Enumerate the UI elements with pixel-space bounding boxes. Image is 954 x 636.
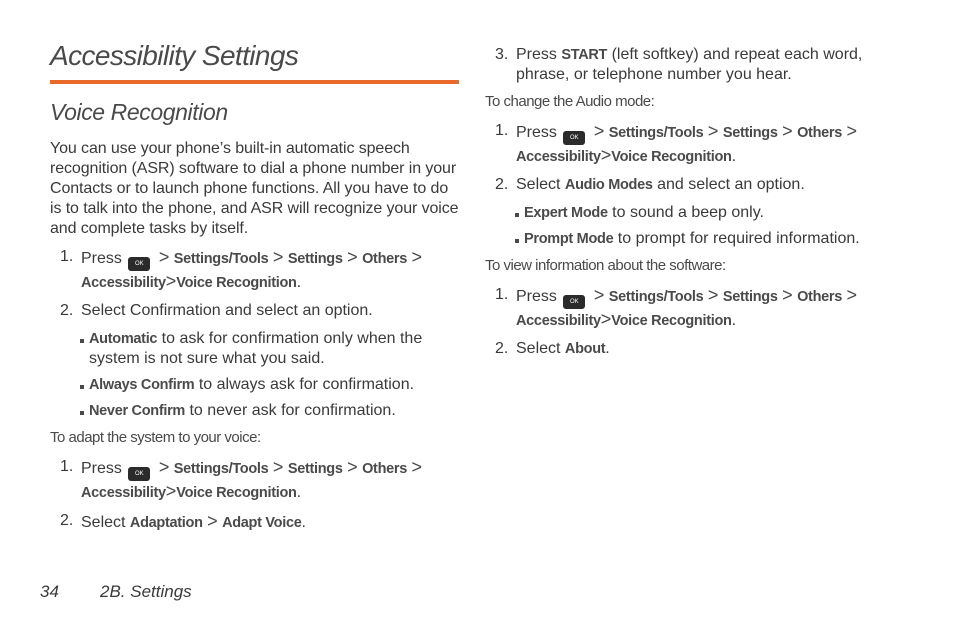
- period: .: [731, 312, 737, 329]
- menu-accessibility: Accessibility: [81, 275, 166, 291]
- separator: >: [272, 457, 284, 477]
- menu-settings: Settings: [287, 461, 343, 477]
- right-column: [485, 45, 905, 367]
- separator: >: [411, 247, 422, 267]
- section-subtitle: Voice Recognition: [50, 99, 228, 125]
- audio-lead: To change the Audio mode:: [485, 93, 655, 110]
- step-number: 1.: [495, 286, 509, 303]
- period: .: [605, 340, 610, 357]
- separator: >: [347, 247, 358, 267]
- bullet-square-icon: [80, 339, 84, 343]
- info-step-2: [485, 339, 905, 359]
- step-number: 2.: [495, 176, 509, 193]
- menu-settings: Settings: [722, 125, 778, 141]
- bullet-prompt-mode: [485, 229, 905, 249]
- option-label: Expert Mode: [524, 205, 608, 221]
- press-label: Press: [516, 124, 557, 141]
- menu-accessibility: Accessibility: [81, 485, 166, 501]
- separator: >: [272, 247, 284, 267]
- press-label: Press: [81, 460, 122, 477]
- menu-voice-recognition: Voice Recognition: [176, 485, 297, 501]
- separator: >: [165, 271, 177, 291]
- period: .: [301, 514, 306, 531]
- menu-voice-recognition: Voice Recognition: [611, 149, 732, 165]
- menu-about: About: [564, 341, 606, 357]
- separator: >: [600, 145, 612, 165]
- separator: >: [782, 285, 793, 305]
- step-text: (left softkey) and repeat each word, phrase, or telephone number you hear.: [516, 46, 863, 83]
- menu-settings-tools: Settings/Tools: [173, 461, 269, 477]
- section-name: 2B. Settings: [100, 582, 192, 601]
- bullet-square-icon: [80, 411, 84, 415]
- select-label: Select: [516, 176, 561, 193]
- adapt-step-1: [50, 457, 460, 503]
- separator: >: [347, 457, 358, 477]
- step-number: 1.: [60, 458, 74, 475]
- period: .: [731, 148, 737, 165]
- separator: >: [411, 457, 422, 477]
- option-text: to always ask for confirmation.: [194, 376, 415, 393]
- option-text: to sound a beep only.: [607, 204, 764, 221]
- menu-voice-recognition: Voice Recognition: [176, 275, 297, 291]
- step-number: 2.: [60, 512, 74, 529]
- menu-others: Others: [362, 461, 407, 477]
- option-label: Always Confirm: [89, 377, 195, 393]
- menu-others: Others: [362, 251, 407, 267]
- menu-settings-tools: Settings/Tools: [173, 251, 269, 267]
- menu-voice-recognition: Voice Recognition: [611, 313, 732, 329]
- info-lead: To view information about the software:: [485, 257, 726, 274]
- option-text: to ask for confirmation only when the system is not sure what you said.: [89, 330, 423, 367]
- select-label: Select: [516, 340, 561, 357]
- menu-adapt-voice: Adapt Voice: [222, 515, 302, 531]
- intro-paragraph: You can use your phone’s built-in automatic speech recognition (ASR) software to dial a phone number in your Contacts or to launch phone functions. All you have to do is to talk into the phone, and ASR will recognize your voice and complete tasks by itself.: [50, 140, 459, 237]
- adapt-lead: To adapt the system to your voice:: [50, 429, 261, 446]
- menu-others: Others: [797, 289, 842, 305]
- option-label: Automatic: [89, 331, 158, 347]
- page-title: Accessibility Settings: [50, 40, 299, 71]
- step-number: 1.: [60, 248, 74, 265]
- separator: >: [782, 121, 793, 141]
- option-text: to prompt for required information.: [613, 230, 860, 247]
- confirm-step-1: [50, 247, 460, 293]
- audio-step-2: [485, 175, 905, 195]
- step-number: 2.: [60, 302, 74, 319]
- option-label: Never Confirm: [89, 403, 186, 419]
- menu-settings: Settings: [722, 289, 778, 305]
- separator: >: [165, 481, 177, 501]
- page-number: 34: [40, 582, 59, 601]
- audio-step-1: [485, 121, 905, 167]
- separator: >: [707, 285, 719, 305]
- separator: >: [600, 309, 612, 329]
- separator: >: [207, 511, 218, 531]
- menu-accessibility: Accessibility: [516, 149, 601, 165]
- bullet-automatic: [50, 329, 460, 369]
- separator: >: [158, 457, 170, 477]
- ok-key-icon: OK: [563, 295, 585, 309]
- bullet-always-confirm: [50, 375, 460, 395]
- bullet-square-icon: [515, 213, 519, 217]
- bullet-square-icon: [80, 385, 84, 389]
- separator: >: [158, 247, 170, 267]
- info-step-1: [485, 285, 905, 331]
- separator: >: [846, 121, 857, 141]
- step-number: 1.: [495, 122, 509, 139]
- menu-audio-modes: Audio Modes: [564, 177, 653, 193]
- press-label: Press: [516, 46, 557, 63]
- menu-settings: Settings: [287, 251, 343, 267]
- period: .: [296, 274, 302, 291]
- separator: >: [707, 121, 719, 141]
- left-column: [50, 139, 460, 541]
- ok-key-icon: OK: [128, 467, 150, 481]
- menu-accessibility: Accessibility: [516, 313, 601, 329]
- step-number: 2.: [495, 340, 509, 357]
- separator: >: [593, 121, 605, 141]
- confirm-step-3: [485, 45, 905, 85]
- period: .: [296, 484, 302, 501]
- menu-settings-tools: Settings/Tools: [608, 125, 704, 141]
- title-underline: [50, 80, 459, 84]
- ok-key-icon: OK: [128, 257, 150, 271]
- confirm-step-2: [50, 301, 460, 321]
- step-text: Select Confirmation and select an option.: [81, 302, 373, 319]
- press-label: Press: [81, 250, 122, 267]
- ok-key-icon: OK: [563, 131, 585, 145]
- menu-adaptation: Adaptation: [129, 515, 203, 531]
- bullet-never-confirm: [50, 401, 460, 421]
- step-number: 3.: [495, 46, 509, 63]
- adapt-step-2: [50, 511, 460, 533]
- separator: >: [846, 285, 857, 305]
- option-label: Prompt Mode: [524, 231, 614, 247]
- select-label: Select: [81, 514, 126, 531]
- press-label: Press: [516, 288, 557, 305]
- step-text: and select an option.: [652, 176, 805, 193]
- option-text: to never ask for confirmation.: [185, 402, 396, 419]
- menu-others: Others: [797, 125, 842, 141]
- bullet-square-icon: [515, 239, 519, 243]
- separator: >: [593, 285, 605, 305]
- menu-settings-tools: Settings/Tools: [608, 289, 704, 305]
- bullet-expert-mode: [485, 203, 905, 223]
- start-softkey-label: START: [561, 47, 608, 63]
